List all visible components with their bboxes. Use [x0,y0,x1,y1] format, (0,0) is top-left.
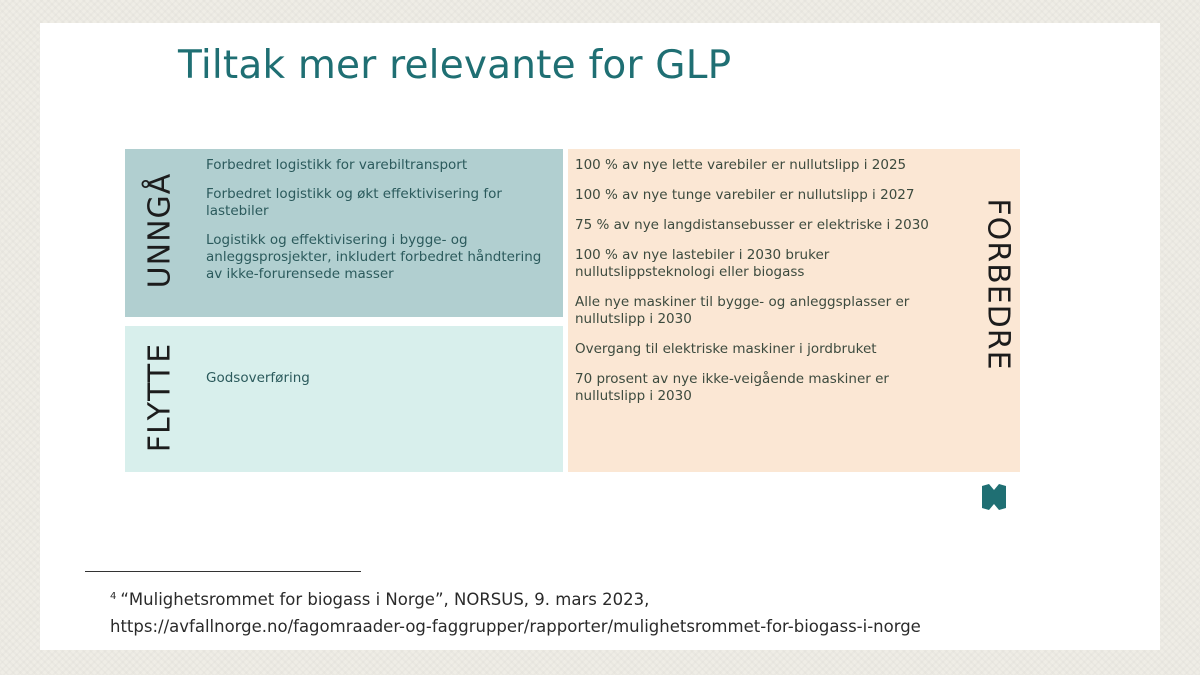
list-item: Alle nye maskiner til bygge- og anleggsplasser er nullutslipp i 2030 [575,294,910,327]
section-flytte [125,326,563,472]
list-item: 70 prosent av nye ikke-veigående maskiner er nullutslipp i 2030 [575,371,889,404]
section-label-flytte: FLYTTE [142,342,178,453]
section-label-unnga: UNNGÅ [142,172,178,289]
list-item: Forbedret logistikk og økt effektivisering for lastebiler [206,186,502,219]
footnote-line-1: “Mulighetsrommet for biogass i Norge”, NORSUS, 9. mars 2023, [120,590,650,609]
section-unnga [125,149,563,317]
section-label-forbedre: FORBEDRE [980,198,1016,371]
footnote [110,583,921,640]
page-title: Tiltak mer relevante for GLP [178,43,732,88]
list-item: 75 % av nye langdistansebusser er elektriske i 2030 [575,217,929,233]
footnote-url[interactable]: https://avfallnorge.no/fagomraader-og-faggrupper/rapporter/mulighetsrommet-for-biogass-i-norge [110,617,921,636]
slide-page [40,23,1160,650]
list-item: 100 % av nye tunge varebiler er nullutslipp i 2027 [575,187,915,203]
norsus-logo-icon [981,484,1007,510]
section-forbedre [568,149,1020,472]
list-item: Forbedret logistikk for varebiltransport [206,157,468,173]
unnga-list [206,157,556,295]
footnote-number: 4 [110,591,117,602]
footnote-divider [85,571,361,572]
list-item: 100 % av nye lette varebiler er nullutslipp i 2025 [575,157,907,173]
list-item: Overgang til elektriske maskiner i jordbruket [575,341,877,357]
flytte-list [206,370,556,399]
list-item: 100 % av nye lastebiler i 2030 bruker nullutslippsteknologi eller biogass [575,247,830,280]
list-item: Logistikk og effektivisering i bygge- og anleggsprosjekter, inkludert forbedret håndtering av ikke-forurensede masser [206,232,542,282]
list-item: Godsoverføring [206,370,310,386]
forbedre-list [575,157,960,418]
